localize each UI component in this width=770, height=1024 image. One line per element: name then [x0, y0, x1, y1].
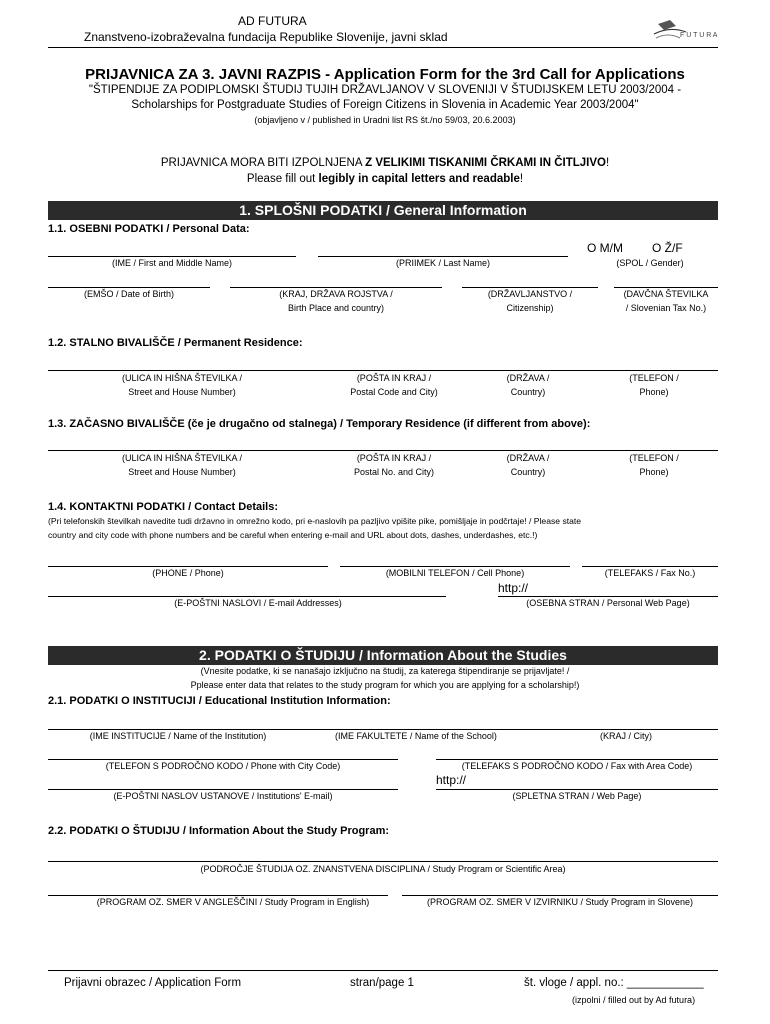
footer-form-name: Prijavni obrazec / Application Form	[64, 977, 242, 989]
temp-country-label-a: (DRŽAVA /	[506, 453, 550, 463]
institution-web-label: (SPLETNA STRAN / Web Page)	[512, 791, 642, 801]
school-name-label: (IME FAKULTETE / Name of the School)	[335, 731, 497, 741]
last-name-label: (PRIIMEK / Last Name)	[395, 258, 491, 268]
temp-country-label-b: Country)	[510, 467, 546, 477]
institution-email-label: (E-POŠTNI NASLOV USTANOVE / Institutions' E-mail)	[113, 791, 333, 801]
studies-note-2: Pplease enter data that relates to the study program for which you are applying for a scholarship!)	[190, 680, 580, 690]
org-name: AD FUTURA	[238, 14, 307, 28]
birth-place-label-a: (KRAJ, DRŽAVA ROJSTVA /	[279, 289, 393, 299]
institution-name-label: (IME INSTITUCIJE / Name of the Institution)	[89, 731, 267, 741]
perm-street-label-a: (ULICA IN HIŠNA ŠTEVILKA /	[121, 373, 243, 383]
mobile-label: (MOBILNI TELEFON / Cell Phone)	[385, 568, 525, 578]
perm-country-label-b: Country)	[510, 387, 546, 397]
temp-street-label-b: Street and House Number)	[128, 467, 236, 477]
citizenship-label-a: (DRŽAVLJANSTVO /	[487, 289, 573, 299]
temp-street-label-a: (ULICA IN HIŠNA ŠTEVILKA /	[121, 453, 243, 463]
contact-note-2: country and city code with phone numbers and be careful when entering e-mail and URL about dots, dashes, underdashes, etc.!)	[48, 530, 538, 540]
title-line-2: "ŠTIPENDIJE ZA PODIPLOMSKI ŠTUDIJ TUJIH DRŽAVLJANOV V SLOVENIJI V ŠTUDIJSKEM LETU 2003/2004 -	[88, 84, 682, 96]
instruction-sl-a: PRIJAVNICA MORA BITI IZPOLNJENA	[160, 157, 366, 169]
footer-note: (izpolni / filled out by Ad futura)	[572, 995, 696, 1005]
phone-label: (PHONE / Phone)	[152, 568, 224, 578]
institution-phone-label: (TELEFON S PODROČNO KODO / Phone with City Code)	[105, 761, 341, 771]
tax-number-label-a: (DAVČNA ŠTEVILKA	[623, 289, 709, 299]
city-label: (KRAJ / City)	[599, 731, 652, 741]
perm-post-label-b: Postal Code and City)	[350, 387, 438, 397]
header-rule	[48, 47, 718, 48]
birth-place-label-b: Birth Place and country)	[287, 303, 385, 313]
study-program-heading: 2.2. PODATKI O ŠTUDIJU / Information About the Study Program:	[48, 825, 390, 837]
title-line-4: (objavljeno v / published in Uradni list RS št./no 59/03, 20.6.2003)	[254, 115, 516, 125]
instruction-en-c: !	[519, 173, 524, 185]
institution-fax-label: (TELEFAKS S PODROČNO KODO / Fax with Area Code)	[461, 761, 693, 771]
futura-logo	[650, 16, 720, 44]
perm-post-label-a: (POŠTA IN KRAJ /	[356, 373, 432, 383]
citizenship-label-b: Citizenship)	[506, 303, 554, 313]
instruction-en	[0, 173, 770, 185]
logo-text: F U T U R A	[680, 32, 718, 39]
footer-rule	[48, 970, 718, 971]
temporary-residence-heading: 1.3. ZAČASNO BIVALIŠČE (če je drugačno od stalnega) / Temporary Residence (if different from above):	[48, 418, 591, 430]
application-number-field[interactable]: št. vloge / appl. no.: ____________	[524, 977, 704, 989]
email-label: (E-POŠTNI NASLOVI / E-mail Addresses)	[174, 598, 342, 608]
perm-phone-label-a: (TELEFON /	[629, 373, 679, 383]
gender-male-option[interactable]: O M/M	[587, 241, 623, 255]
institution-heading: 2.1. PODATKI O INSTITUCIJI / Educational Institution Information:	[48, 695, 391, 707]
org-subtitle: Znanstveno-izobraževalna fundacija Republike Slovenije, javni sklad	[84, 30, 448, 44]
instruction-sl-b: Z VELIKIMI TISKANIMI ČRKAMI IN ČITLJIVO	[365, 157, 606, 169]
temp-phone-label-b: Phone)	[639, 467, 669, 477]
gender-label: (SPOL / Gender)	[616, 258, 684, 268]
personal-data-heading: 1.1. OSEBNI PODATKI / Personal Data:	[48, 223, 250, 235]
gender-female-option[interactable]: O Ž/F	[652, 241, 683, 255]
first-name-label: (IME / First and Middle Name)	[111, 258, 233, 268]
temp-phone-label-a: (TELEFON /	[629, 453, 679, 463]
program-slovene-label: (PROGRAM OZ. SMER V IZVIRNIKU / Study Program in Slovene)	[426, 897, 694, 907]
instruction-sl-c: !	[605, 157, 610, 169]
permanent-residence-heading: 1.2. STALNO BIVALIŠČE / Permanent Residence:	[48, 337, 303, 349]
studies-note-1: (Vnesite podatke, ki se nanašajo izključno na študij, za katerega štipendiranje se prijavljate! /	[200, 666, 570, 676]
section-1-header: 1. SPLOŠNI PODATKI / General Information	[48, 201, 718, 220]
perm-phone-label-b: Phone)	[639, 387, 669, 397]
footer-page-number: stran/page 1	[350, 977, 414, 989]
program-english-label: (PROGRAM OZ. SMER V ANGLEŠČINI / Study Program in English)	[96, 897, 370, 907]
personal-web-prefix: http://	[498, 581, 529, 595]
temp-post-label-a: (POŠTA IN KRAJ /	[356, 453, 432, 463]
emso-label: (EMŠO / Date of Birth)	[83, 289, 175, 299]
contact-details-heading: 1.4. KONTAKTNI PODATKI / Contact Details:	[48, 501, 279, 513]
personal-web-label: (OSEBNA STRAN / Personal Web Page)	[526, 598, 690, 608]
perm-street-label-b: Street and House Number)	[128, 387, 236, 397]
futura-logo-graphic	[650, 16, 720, 44]
contact-note-1: (Pri telefonskih številkah navedite tudi državno in omrežno kodo, pri e-naslovih pa pazljivo vpišite pike, pomišljaje in podčrtaje! / Please state	[48, 516, 582, 526]
title-line-3: Scholarships for Postgraduate Studies of Foreign Citizens in Slovenia in Academic Year 2003/2004"	[131, 99, 639, 111]
fax-label: (TELEFAKS / Fax No.)	[604, 568, 696, 578]
instruction-sl	[0, 157, 770, 169]
instruction-en-a: Please fill out	[246, 173, 319, 185]
perm-country-label-a: (DRŽAVA /	[506, 373, 550, 383]
instruction-en-b: legibly in capital letters and readable	[318, 173, 520, 185]
tax-number-label-b: / Slovenian Tax No.)	[625, 303, 707, 313]
form-title: PRIJAVNICA ZA 3. JAVNI RAZPIS - Application Form for the 3rd Call for Applications	[85, 66, 685, 83]
institution-web-prefix: http://	[436, 773, 467, 787]
study-area-label: (PODROČJE ŠTUDIJA OZ. ZNANSTVENA DISCIPLINA / Study Program or Scientific Area)	[200, 864, 566, 874]
section-2-header: 2. PODATKI O ŠTUDIJU / Information About the Studies	[48, 646, 718, 665]
temp-post-label-b: Postal No. and City)	[353, 467, 435, 477]
